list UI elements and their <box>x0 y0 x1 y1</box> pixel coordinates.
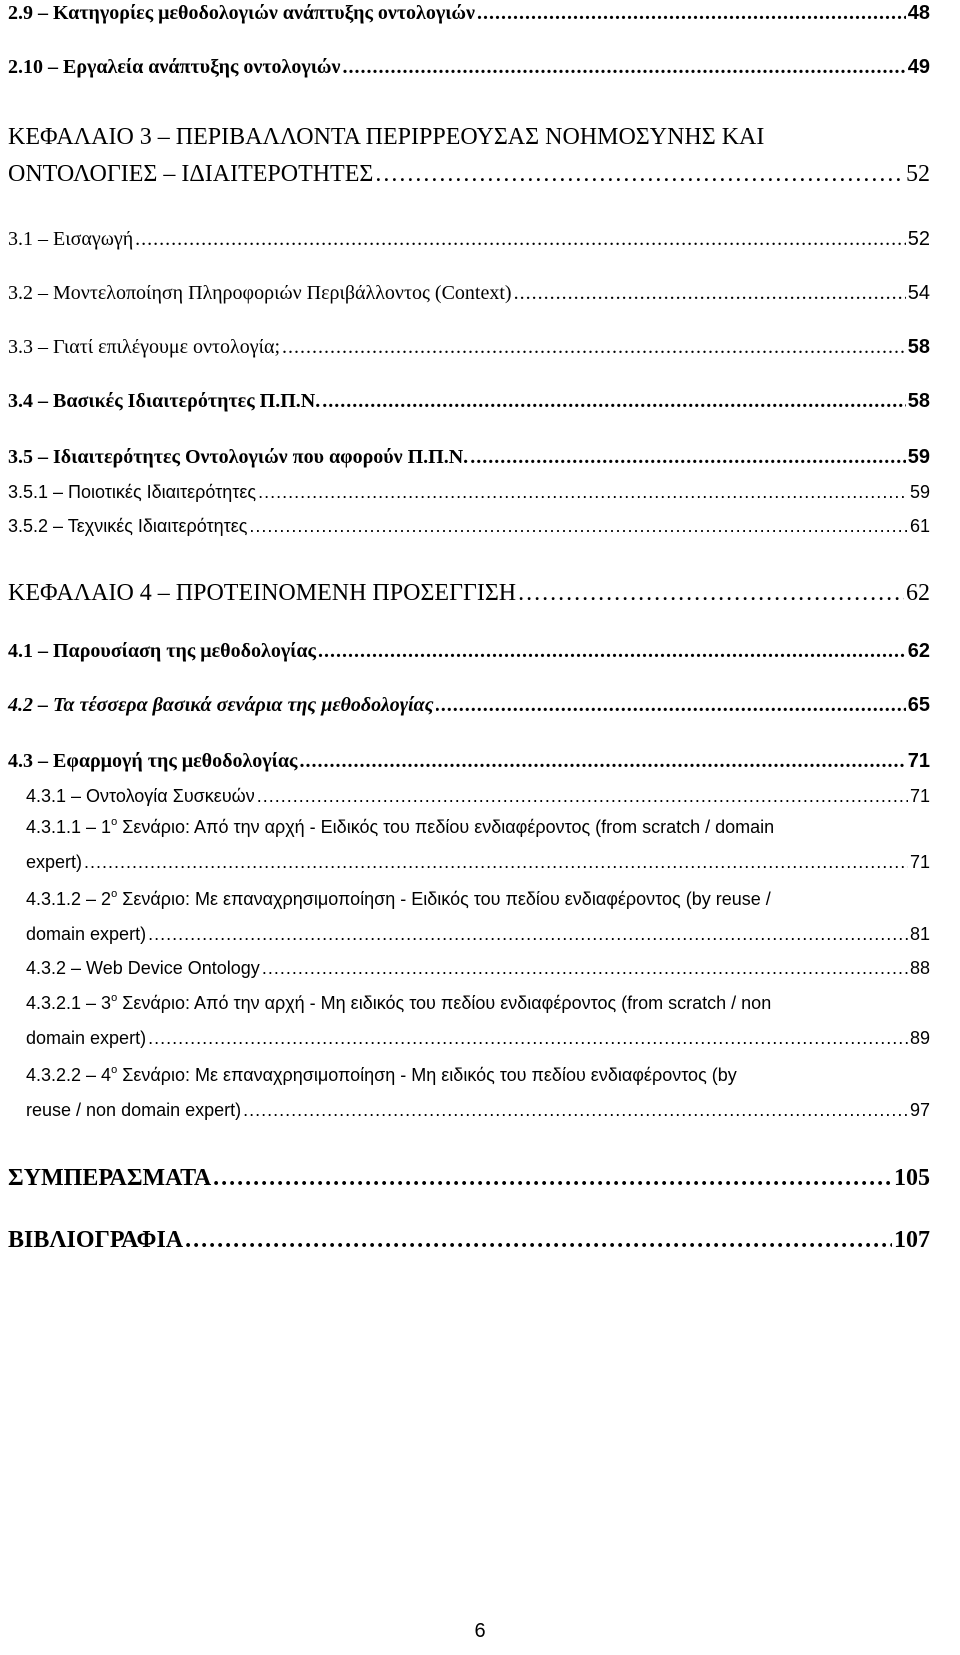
toc-entry-label: 3.2 – Μοντελοποίηση Πληροφοριών Περιβάλλοντος (Context) <box>8 282 512 304</box>
toc-entry-label: 3.5.1 – Ποιοτικές Ιδιαιτερότητες <box>8 482 257 502</box>
toc-entry-3-5-1[interactable] <box>8 482 930 503</box>
toc-entry-label: 3.5 – Ιδιαιτερότητες Οντολογιών που αφορούν Π.Π.Ν. <box>8 446 469 468</box>
toc-entry-3-1[interactable] <box>8 228 930 251</box>
toc-entry-4-3-2[interactable] <box>8 958 930 979</box>
toc-chapter-4[interactable] <box>8 580 930 607</box>
toc-entry-page: 71 <box>907 750 930 772</box>
toc-entry-page: 107 <box>894 1227 930 1253</box>
toc-entry-page: 97 <box>909 1100 930 1120</box>
toc-entry-page: 59 <box>909 482 930 502</box>
toc-entry-page: 59 <box>907 446 930 468</box>
ordinal-superscript: ο <box>111 888 118 900</box>
toc-entry-page: 81 <box>909 924 930 944</box>
toc-entry-label: 3.5.2 – Τεχνικές Ιδιαιτερότητες <box>8 516 248 536</box>
toc-entry-page: 52 <box>906 161 930 187</box>
toc-entry-page: 71 <box>909 786 930 806</box>
toc-entry-label-line2: domain expert) <box>26 1028 147 1048</box>
toc-entry-page: 48 <box>907 2 930 24</box>
toc-entry-4-3-1[interactable] <box>8 786 930 807</box>
toc-entry-4-2[interactable] <box>8 694 930 717</box>
toc-entry-label: ΣΥΜΠΕΡΑΣΜΑΤΑ <box>8 1165 212 1191</box>
toc-entry-label-line2: expert) <box>26 852 83 872</box>
toc-entry-page: 52 <box>907 228 930 250</box>
toc-entry-label-line2: ΟΝΤΟΛΟΓΙΕΣ – ΙΔΙΑΙΤΕΡΟΤΗΤΕΣ <box>8 161 374 187</box>
toc-entry-3-3[interactable] <box>8 336 930 359</box>
toc-entry-page: 54 <box>907 282 930 304</box>
toc-entry-label-line1: Σενάριο: Με επαναχρησιμοποίηση - Ειδικός του πεδίου ενδιαφέροντος (by reuse / <box>117 889 771 909</box>
toc-entry-page: 71 <box>909 852 930 872</box>
toc-entry-label: 3.4 – Βασικές Ιδιαιτερότητες Π.Π.Ν. <box>8 390 321 412</box>
toc-entry-label: 4.3.2 – Web Device Ontology <box>26 958 260 978</box>
toc-entry-3-4[interactable] <box>8 390 930 413</box>
toc-entry-label: ΚΕΦΑΛΑΙΟ 4 – ΠΡΟΤΕΙΝΟΜΕΝΗ ΠΡΟΣΕΓΓΙΣΗ <box>8 580 517 606</box>
toc-entry-label-line1: Σενάριο: Με επαναχρησιμοποίηση - Μη ειδικός του πεδίου ενδιαφέροντος (by <box>117 1065 737 1085</box>
toc-entry-label: 4.3.1 – Οντολογία Συσκευών <box>26 786 255 806</box>
toc-entry-3-5[interactable] <box>8 446 930 469</box>
toc-entry-page: 58 <box>907 390 930 412</box>
toc-entry-4-1[interactable] <box>8 640 930 663</box>
toc-entry-label-line2: reuse / non domain expert) <box>26 1100 242 1120</box>
toc-entry-page: 65 <box>907 694 930 716</box>
toc-entry-page: 89 <box>909 1028 930 1048</box>
toc-bibliography[interactable] <box>8 1227 930 1254</box>
toc-entry-4-3[interactable] <box>8 750 930 773</box>
ordinal-superscript: ο <box>111 1064 118 1076</box>
toc-entry-page: 62 <box>906 580 930 606</box>
toc-entry-page: 61 <box>909 516 930 536</box>
page-number: 6 <box>474 1620 486 1642</box>
toc-entry-page: 62 <box>907 640 930 662</box>
toc-entry-label: 4.2 – Τα τέσσερα βασικά σενάρια της μεθοδολογίας <box>8 694 434 716</box>
toc-entry-3-2[interactable] <box>8 282 930 305</box>
toc-entry-prefix: 4.3.1.1 – 1 <box>26 817 112 837</box>
toc-entry-2-9[interactable] <box>8 2 930 25</box>
toc-entry-label-line1: ΚΕΦΑΛΑΙΟ 3 – ΠΕΡΙΒΑΛΛΟΝΤΑ ΠΕΡΙΡΡΕΟΥΣΑΣ ΝΟΗΜΟΣΥΝΗΣ ΚΑΙ <box>8 124 765 150</box>
toc-entry-label-line1: Σενάριο: Από την αρχή - Ειδικός του πεδίου ενδιαφέροντος (from scratch / domain <box>117 817 775 837</box>
toc-conclusions[interactable] <box>8 1165 930 1192</box>
toc-entry-label: 4.3 – Εφαρμογή της μεθοδολογίας <box>8 750 298 772</box>
toc-entry-label: 3.3 – Γιατί επιλέγουμε οντολογία; <box>8 336 281 358</box>
toc-entry-label-line2: domain expert) <box>26 924 147 944</box>
toc-entry-prefix: 4.3.2.1 – 3 <box>26 993 112 1013</box>
toc-entry-label: ΒΙΒΛΙΟΓΡΑΦΙΑ <box>8 1227 184 1253</box>
toc-entry-3-5-2[interactable] <box>8 516 930 537</box>
toc-entry-page: 49 <box>907 56 930 78</box>
toc-entry-prefix: 4.3.2.2 – 4 <box>26 1065 112 1085</box>
toc-entry-label: 2.10 – Εργαλεία ανάπτυξης οντολογιών <box>8 56 341 78</box>
toc-entry-label: 3.1 – Εισαγωγή <box>8 228 134 250</box>
toc-entry-page: 58 <box>907 336 930 358</box>
toc-entry-label: 2.9 – Κατηγορίες μεθοδολογιών ανάπτυξης οντολογιών <box>8 2 475 24</box>
toc-entry-label: 4.1 – Παρουσίαση της μεθοδολογίας <box>8 640 316 662</box>
toc-entry-2-10[interactable] <box>8 56 930 79</box>
toc-entry-prefix: 4.3.1.2 – 2 <box>26 889 112 909</box>
ordinal-superscript: ο <box>111 816 118 828</box>
toc-entry-page: 88 <box>909 958 930 978</box>
toc-entry-page: 105 <box>894 1165 930 1191</box>
ordinal-superscript: ο <box>111 992 118 1004</box>
toc-entry-label-line1: Σενάριο: Από την αρχή - Μη ειδικός του πεδίου ενδιαφέροντος (from scratch / non <box>117 993 772 1013</box>
